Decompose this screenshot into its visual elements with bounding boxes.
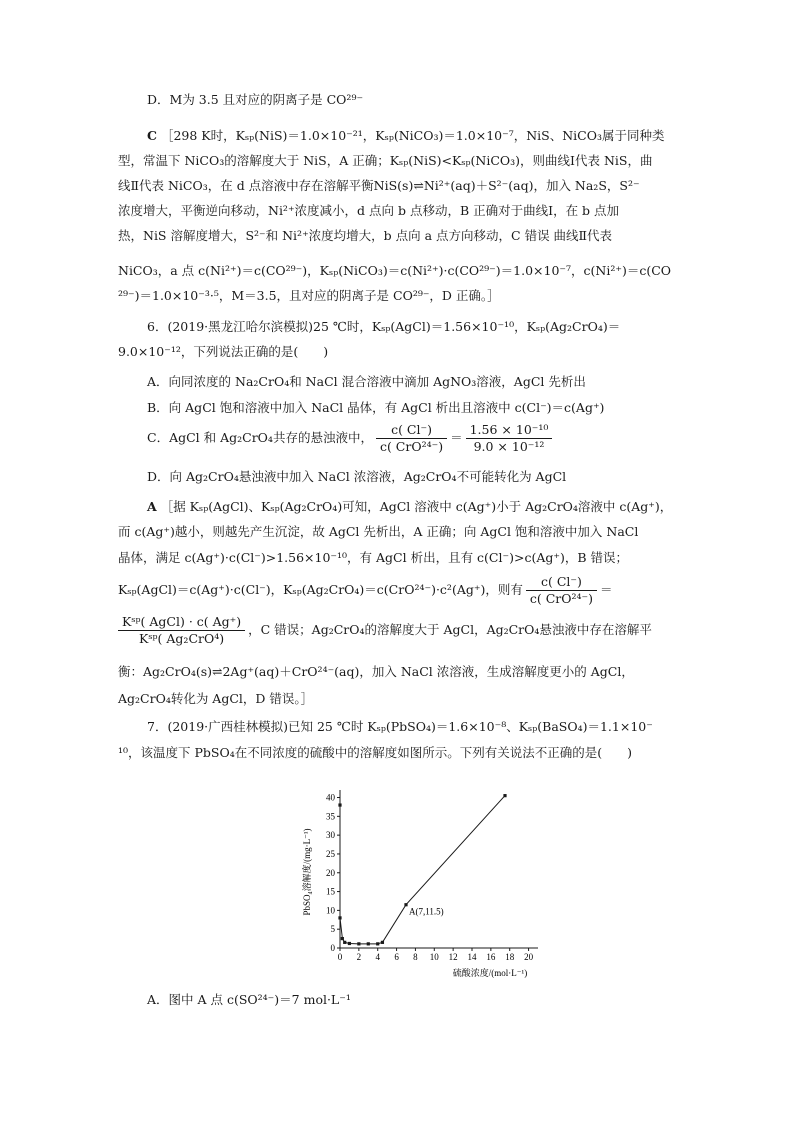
option-a-q7: A．图中 A 点 c(SO²⁴⁻)＝7 mol·L⁻¹ <box>147 992 351 1007</box>
explanation-text: ［据 Kₛₚ(AgCl)、Kₛₚ(Ag₂CrO₄)可知，AgCl 溶液中 c(Ag⁺)小于 Ag₂CrO₄溶液中 c(Ag⁺)， <box>160 499 673 514</box>
y-tick-label: 40 <box>326 792 335 803</box>
y-tick-label: 0 <box>330 943 335 953</box>
fraction-denominator: Kˢᵖ( Ag₂CrO⁴) <box>139 631 225 646</box>
explanation-line: 型，常温下 NiCO₃的溶解度大于 NiS，A 正确；Kₛₚ(NiS)<Kₛₚ(NiCO₃)，则曲线Ⅰ代表 NiS，曲 <box>118 153 653 168</box>
data-point <box>376 942 379 945</box>
y-tick-label: 20 <box>326 867 335 878</box>
y-tick-label: 25 <box>326 848 335 859</box>
answer-letter: A <box>147 499 157 514</box>
question-7-stem: 7．(2019·广西桂林模拟)已知 25 ℃时 Kₛₚ(PbSO₄)＝1.6×10⁻⁸、Kₛₚ(BaSO₄)＝1.1×10⁻ <box>147 719 653 734</box>
x-tick-label: 12 <box>448 952 458 962</box>
explanation-line: 而 c(Ag⁺)越小，则越先产生沉淀，故 AgCl 先析出，A 正确；向 AgCl 饱和溶液中加入 NaCl <box>118 524 639 539</box>
explanation-line: 衡：Ag₂CrO₄(s)⇌2Ag⁺(aq)＋CrO²⁴⁻(aq)，加入 NaCl 浓溶液，生成溶解度更小的 AgCl， <box>118 664 634 679</box>
explanation-text: ［298 K时，Kₛₚ(NiS)＝1.0×10⁻²¹，Kₛₚ(NiCO₃)＝1.0×10⁻⁷，NiS、NiCO₃属于同种类 <box>160 128 665 143</box>
fraction-values <box>466 422 553 455</box>
question-7-stem-cont: ¹⁰，该温度下 PbSO₄在不同浓度的硫酸中的溶解度如图所示。下列有关说法不正确的是( ) <box>118 745 632 760</box>
x-tick-label: 18 <box>505 952 515 962</box>
option-d-q5: D．M为 3.5 且对应的阴离子是 CO²⁹⁻ <box>147 92 364 107</box>
data-point <box>348 942 351 945</box>
explanation-text: Kₛₚ(AgCl)＝c(Ag⁺)·c(Cl⁻)，Kₛₚ(Ag₂CrO₄)＝c(CrO²⁴⁻)·c²(Ag⁺)，则有 <box>118 582 523 597</box>
explanation-line: 热，NiS 溶解度增大，S²⁻和 Ni²⁺浓度均增大，b 点向 a 点方向移动，C 错误 曲线Ⅱ代表 <box>118 228 613 243</box>
option-d-q6: D．向 Ag₂CrO₄悬浊液中加入 NaCl 浓溶液，Ag₂CrO₄不可能转化为 AgCl <box>147 469 567 484</box>
equals-sign: ＝ <box>599 582 613 597</box>
data-point <box>367 942 370 945</box>
answer-q6 <box>147 497 672 517</box>
y-axis-label: PbSO₄溶解度/(mg·L⁻¹) <box>302 828 312 916</box>
x-tick-label: 14 <box>467 952 477 962</box>
x-tick-label: 2 <box>356 952 362 962</box>
y-tick-label: 35 <box>326 811 335 822</box>
explanation-line: 浓度增大，平衡逆向移动，Ni²⁺浓度减小，d 点向 b 点移动，B 正确对于曲线Ⅰ，在 b 点加 <box>118 203 620 218</box>
fraction-numerator: c( Cl⁻) <box>376 422 447 439</box>
y-tick-label: 5 <box>330 924 335 935</box>
option-b-q6: B．向 AgCl 饱和溶液中加入 NaCl 晶体，有 AgCl 析出且溶液中 c(Cl⁻)＝c(Ag⁺) <box>147 400 605 415</box>
explanation-line-fraction <box>118 572 613 608</box>
question-6-stem: 6．(2019·黑龙江哈尔滨模拟)25 ℃时，Kₛₚ(AgCl)＝1.56×10⁻¹⁰，Kₛₚ(Ag₂CrO₄)＝ <box>147 319 621 334</box>
x-tick-label: 16 <box>486 952 496 962</box>
x-tick-label: 8 <box>413 952 418 962</box>
fraction-denominator: c( CrO²⁴⁻) <box>379 439 444 454</box>
explanation-line: Ag₂CrO₄转化为 AgCl，D 错误。］ <box>118 691 314 706</box>
y-ticks <box>326 793 340 953</box>
x-tick-label: 10 <box>429 952 439 962</box>
fraction-ratio <box>376 422 447 455</box>
answer-letter: C <box>147 128 157 143</box>
fraction-numerator: 1.56 × 10⁻¹⁰ <box>466 422 553 439</box>
data-point <box>404 903 407 906</box>
explanation-line: 晶体，满足 c(Ag⁺)·c(Cl⁻)>1.56×10⁻¹⁰，有 AgCl 析出，且有 c(Cl⁻)>c(Ag⁺)，B 错误； <box>118 550 628 565</box>
data-point <box>357 942 360 945</box>
fraction-numerator: c( Cl⁻) <box>526 574 597 591</box>
y-tick-label: 10 <box>326 905 335 916</box>
equals-sign: ＝ <box>450 430 463 445</box>
data-point <box>381 941 384 944</box>
explanation-line-fraction <box>118 612 652 648</box>
fraction-ratio <box>526 574 597 607</box>
y-tick-label: 30 <box>326 830 335 841</box>
fraction-denominator: 9.0 × 10⁻¹² <box>473 439 545 454</box>
explanation-line: ²⁹⁻)＝1.0×10⁻³·⁵，M＝3.5，且对应的阴离子是 CO²⁹⁻，D 正确。］ <box>118 288 500 303</box>
chart-series <box>338 794 506 945</box>
y-tick-label: 15 <box>326 886 335 897</box>
x-axis-label: 硫酸浓度/(mol·L⁻¹) <box>452 968 528 978</box>
data-point <box>338 916 341 919</box>
x-tick-label: 6 <box>394 952 399 962</box>
data-point <box>338 803 341 806</box>
x-tick-label: 20 <box>524 952 534 962</box>
question-6-stem-cont: 9.0×10⁻¹²，下列说法正确的是( ) <box>118 344 329 359</box>
option-c-q6 <box>147 420 555 456</box>
fraction-numerator: Kˢᵖ( AgCl) · c( Ag⁺) <box>118 614 245 631</box>
x-tick-label: 4 <box>375 952 380 962</box>
point-a-annotation: A(7,11.5) <box>409 906 444 917</box>
x-tick-label: 0 <box>337 952 343 962</box>
fraction-ksp <box>118 614 245 647</box>
option-c-text: C．AgCl 和 Ag₂CrO₄共存的悬浊液中， <box>147 430 373 445</box>
fraction-denominator: c( CrO²⁴⁻) <box>529 591 593 606</box>
solubility-line <box>340 796 505 944</box>
data-point <box>503 794 506 797</box>
data-point <box>343 941 346 944</box>
solubility-chart <box>290 782 550 982</box>
explanation-text: ，C 错误；Ag₂CrO₄的溶解度大于 AgCl，Ag₂CrO₄悬浊液中存在溶解平 <box>248 622 652 637</box>
x-ticks <box>338 948 534 962</box>
explanation-line: 线Ⅱ代表 NiCO₃，在 d 点溶液中存在溶解平衡NiS(s)⇌Ni²⁺(aq)＋S²⁻(aq)，加入 Na₂S，S²⁻ <box>118 178 640 193</box>
explanation-line: NiCO₃，a 点 c(Ni²⁺)＝c(CO²⁹⁻)，Kₛₚ(NiCO₃)＝c(Ni²⁺)·c(CO²⁹⁻)＝1.0×10⁻⁷，c(Ni²⁺)＝c(CO <box>118 263 672 278</box>
answer-q5 <box>147 126 664 146</box>
data-point <box>341 937 344 940</box>
option-a-q6: A．向同浓度的 Na₂CrO₄和 NaCl 混合溶液中滴加 AgNO₃溶液，AgCl 先析出 <box>147 374 586 389</box>
